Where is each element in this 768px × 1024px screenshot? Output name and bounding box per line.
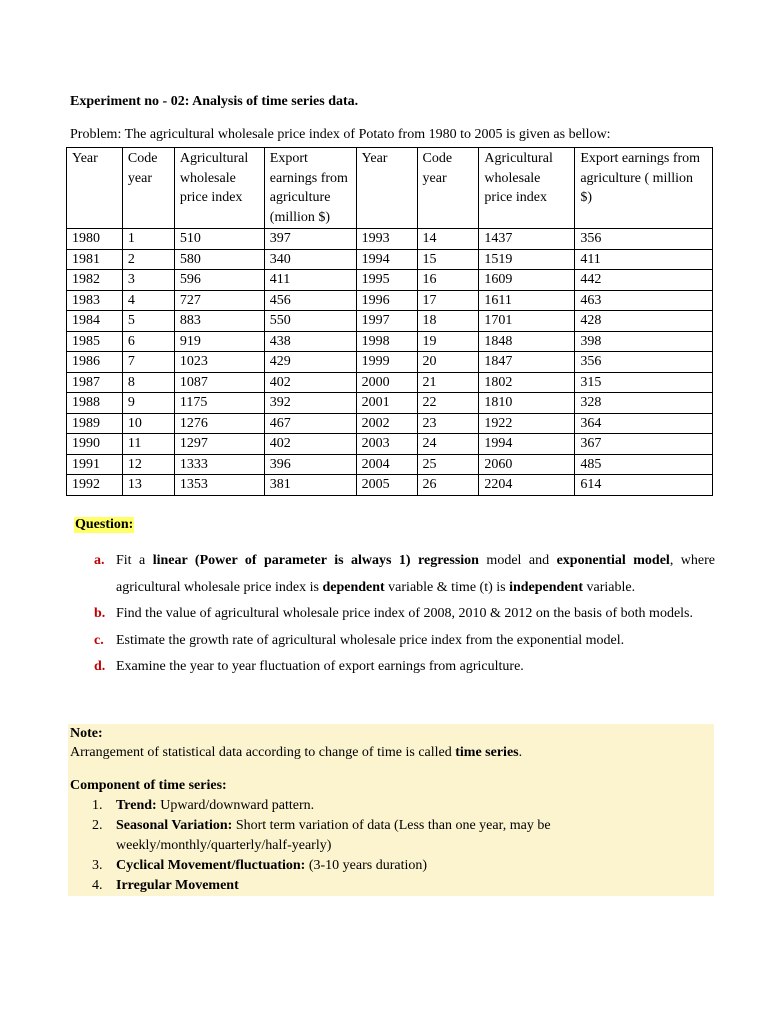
question-item bbox=[70, 628, 715, 655]
table-cell: 328 bbox=[575, 393, 713, 414]
table-cell: 397 bbox=[264, 229, 356, 250]
text-segment: . bbox=[518, 745, 523, 760]
table-cell: 2002 bbox=[356, 413, 417, 434]
table-cell: 367 bbox=[575, 434, 713, 455]
bold-text: exponential model bbox=[556, 553, 670, 568]
table-cell: 11 bbox=[122, 434, 174, 455]
table-cell: 1985 bbox=[67, 331, 123, 352]
table-row bbox=[67, 413, 713, 434]
table-cell: 463 bbox=[575, 290, 713, 311]
table-cell: 398 bbox=[575, 331, 713, 352]
table-cell: 596 bbox=[174, 270, 264, 291]
header-year: Year bbox=[356, 148, 417, 229]
table-row bbox=[67, 352, 713, 373]
table-cell: 392 bbox=[264, 393, 356, 414]
table-cell: 1988 bbox=[67, 393, 123, 414]
text-segment: variable. bbox=[583, 579, 636, 595]
text-segment: Estimate the growth rate of agricultural wholesale price index from the exponential model. bbox=[116, 632, 625, 648]
table-cell: 21 bbox=[417, 372, 479, 393]
table-cell: 315 bbox=[575, 372, 713, 393]
table-cell: 411 bbox=[575, 249, 713, 270]
bold-text: linear (Power of parameter is always 1) regression bbox=[152, 553, 479, 568]
table-cell: 1802 bbox=[479, 372, 575, 393]
component-description: Short term variation of data (Less than one year, may be weekly/monthly/quarterly/half-yearly) bbox=[116, 818, 551, 853]
table-cell: 1023 bbox=[174, 352, 264, 373]
table-cell: 1992 bbox=[67, 475, 123, 496]
text-segment: , where agricultural wholesale price index is bbox=[116, 553, 715, 595]
table-cell: 1994 bbox=[479, 434, 575, 455]
table-cell: 14 bbox=[417, 229, 479, 250]
question-label: Question: bbox=[75, 517, 134, 532]
component-description: Upward/downward pattern. bbox=[156, 798, 315, 813]
table-cell: 919 bbox=[174, 331, 264, 352]
table-cell: 485 bbox=[575, 454, 713, 475]
table-cell: 356 bbox=[575, 352, 713, 373]
experiment-heading: Experiment no - 02: Analysis of time series data. bbox=[70, 94, 359, 109]
table-cell: 1999 bbox=[356, 352, 417, 373]
text-segment: Fit a bbox=[116, 553, 153, 568]
table-row bbox=[67, 290, 713, 311]
table-cell: 24 bbox=[417, 434, 479, 455]
question-item bbox=[70, 601, 715, 628]
table-cell: 356 bbox=[575, 229, 713, 250]
note-box bbox=[68, 724, 714, 896]
table-cell: 17 bbox=[417, 290, 479, 311]
table-cell: 12 bbox=[122, 454, 174, 475]
table-cell: 1983 bbox=[67, 290, 123, 311]
table-cell: 614 bbox=[575, 475, 713, 496]
table-cell: 1847 bbox=[479, 352, 575, 373]
note-title: Note: bbox=[70, 726, 103, 741]
component-term: Seasonal Variation: bbox=[116, 818, 233, 833]
table-cell: 23 bbox=[417, 413, 479, 434]
component-item bbox=[70, 816, 710, 856]
table-cell: 20 bbox=[417, 352, 479, 373]
table-cell: 442 bbox=[575, 270, 713, 291]
table-cell: 411 bbox=[264, 270, 356, 291]
table-cell: 1611 bbox=[479, 290, 575, 311]
table-cell: 550 bbox=[264, 311, 356, 332]
header-export-earnings: Export earnings from agriculture (million $) bbox=[264, 148, 356, 229]
table-cell: 402 bbox=[264, 434, 356, 455]
component-term: Trend: bbox=[116, 798, 157, 813]
table-cell: 1609 bbox=[479, 270, 575, 291]
table-cell: 402 bbox=[264, 372, 356, 393]
bold-text: dependent bbox=[322, 579, 385, 595]
table-cell: 19 bbox=[417, 331, 479, 352]
component-term: Irregular Movement bbox=[116, 878, 239, 893]
table-cell: 1437 bbox=[479, 229, 575, 250]
table-cell: 1995 bbox=[356, 270, 417, 291]
table-cell: 26 bbox=[417, 475, 479, 496]
table-cell: 2 bbox=[122, 249, 174, 270]
table-cell: 1991 bbox=[67, 454, 123, 475]
table-cell: 9 bbox=[122, 393, 174, 414]
table-cell: 4 bbox=[122, 290, 174, 311]
table-cell: 2000 bbox=[356, 372, 417, 393]
table-cell: 1990 bbox=[67, 434, 123, 455]
table-row bbox=[67, 270, 713, 291]
components-title: Component of time series: bbox=[70, 778, 227, 793]
table-cell: 6 bbox=[122, 331, 174, 352]
table-cell: 1982 bbox=[67, 270, 123, 291]
time-series-definition bbox=[70, 745, 522, 761]
question-item bbox=[70, 548, 715, 601]
table-row bbox=[67, 393, 713, 414]
components-list bbox=[70, 796, 710, 896]
component-number: 3. bbox=[92, 858, 103, 873]
table-cell: 456 bbox=[264, 290, 356, 311]
table-cell: 1810 bbox=[479, 393, 575, 414]
table-cell: 2001 bbox=[356, 393, 417, 414]
table-cell: 1994 bbox=[356, 249, 417, 270]
component-number: 2. bbox=[92, 818, 103, 833]
table-row bbox=[67, 311, 713, 332]
question-item bbox=[70, 654, 715, 681]
component-item bbox=[70, 796, 710, 816]
text-segment: Find the value of agricultural wholesale price index of 2008, 2010 & 2012 on the basis of both models. bbox=[116, 606, 693, 621]
question-list bbox=[70, 548, 715, 681]
bold-text: time series bbox=[455, 745, 519, 760]
header-code-year: Code year bbox=[122, 148, 174, 229]
table-cell: 467 bbox=[264, 413, 356, 434]
table-cell: 1276 bbox=[174, 413, 264, 434]
table-cell: 1922 bbox=[479, 413, 575, 434]
header-code-year: Code year bbox=[417, 148, 479, 229]
table-cell: 1175 bbox=[174, 393, 264, 414]
table-cell: 429 bbox=[264, 352, 356, 373]
table-cell: 1333 bbox=[174, 454, 264, 475]
component-item bbox=[70, 876, 710, 896]
table-row bbox=[67, 249, 713, 270]
table-cell: 1297 bbox=[174, 434, 264, 455]
table-cell: 10 bbox=[122, 413, 174, 434]
table-cell: 1997 bbox=[356, 311, 417, 332]
table-cell: 1980 bbox=[67, 229, 123, 250]
table-cell: 13 bbox=[122, 475, 174, 496]
table-cell: 1993 bbox=[356, 229, 417, 250]
component-description: (3-10 years duration) bbox=[305, 858, 428, 873]
table-cell: 3 bbox=[122, 270, 174, 291]
table-cell: 364 bbox=[575, 413, 713, 434]
table-cell: 1989 bbox=[67, 413, 123, 434]
table-cell: 7 bbox=[122, 352, 174, 373]
component-term: Cyclical Movement/fluctuation: bbox=[116, 858, 306, 873]
table-row bbox=[67, 372, 713, 393]
header-price-index: Agricultural wholesale price index bbox=[479, 148, 575, 229]
table-cell: 510 bbox=[174, 229, 264, 250]
table-cell: 1986 bbox=[67, 352, 123, 373]
table-cell: 1984 bbox=[67, 311, 123, 332]
table-cell: 2004 bbox=[356, 454, 417, 475]
table-cell: 2204 bbox=[479, 475, 575, 496]
header-year: Year bbox=[67, 148, 123, 229]
table-cell: 340 bbox=[264, 249, 356, 270]
table-cell: 1848 bbox=[479, 331, 575, 352]
header-export-earnings: Export earnings from agriculture ( million $) bbox=[575, 148, 713, 229]
table-cell: 16 bbox=[417, 270, 479, 291]
table-cell: 396 bbox=[264, 454, 356, 475]
table-row bbox=[67, 331, 713, 352]
table-cell: 2005 bbox=[356, 475, 417, 496]
table-cell: 883 bbox=[174, 311, 264, 332]
table-cell: 381 bbox=[264, 475, 356, 496]
table-cell: 5 bbox=[122, 311, 174, 332]
question-letter: b. bbox=[94, 606, 106, 621]
table-row bbox=[67, 434, 713, 455]
table-cell: 1087 bbox=[174, 372, 264, 393]
table-cell: 580 bbox=[174, 249, 264, 270]
text-segment: Arrangement of statistical data according to change of time is called bbox=[70, 745, 456, 760]
table-cell: 1987 bbox=[67, 372, 123, 393]
table-row bbox=[67, 229, 713, 250]
table-cell: 8 bbox=[122, 372, 174, 393]
component-number: 4. bbox=[92, 878, 103, 893]
table-cell: 18 bbox=[417, 311, 479, 332]
table-cell: 727 bbox=[174, 290, 264, 311]
text-segment: model and bbox=[478, 553, 557, 568]
table-row bbox=[67, 475, 713, 496]
table-cell: 22 bbox=[417, 393, 479, 414]
question-letter: d. bbox=[94, 659, 106, 674]
table-cell: 2060 bbox=[479, 454, 575, 475]
table-body bbox=[67, 229, 713, 496]
table-cell: 2003 bbox=[356, 434, 417, 455]
table-cell: 438 bbox=[264, 331, 356, 352]
price-index-table bbox=[66, 147, 713, 496]
text-segment: variable & time (t) is bbox=[384, 579, 510, 595]
table-cell: 15 bbox=[417, 249, 479, 270]
question-letter: c. bbox=[94, 632, 104, 648]
question-letter: a. bbox=[94, 553, 105, 568]
problem-statement: Problem: The agricultural wholesale price index of Potato from 1980 to 2005 is given as bellow: bbox=[70, 127, 611, 142]
table-cell: 1998 bbox=[356, 331, 417, 352]
table-cell: 1996 bbox=[356, 290, 417, 311]
header-price-index: Agricultural wholesale price index bbox=[174, 148, 264, 229]
table-cell: 1981 bbox=[67, 249, 123, 270]
table-cell: 428 bbox=[575, 311, 713, 332]
table-row bbox=[67, 454, 713, 475]
table-cell: 25 bbox=[417, 454, 479, 475]
table-cell: 1353 bbox=[174, 475, 264, 496]
table-cell: 1519 bbox=[479, 249, 575, 270]
bold-text: independent bbox=[509, 579, 584, 595]
text-segment: Examine the year to year fluctuation of export earnings from agriculture. bbox=[116, 659, 524, 674]
table-header-row bbox=[67, 148, 713, 229]
component-number: 1. bbox=[92, 798, 103, 813]
component-item bbox=[70, 856, 710, 876]
table-cell: 1 bbox=[122, 229, 174, 250]
table-cell: 1701 bbox=[479, 311, 575, 332]
